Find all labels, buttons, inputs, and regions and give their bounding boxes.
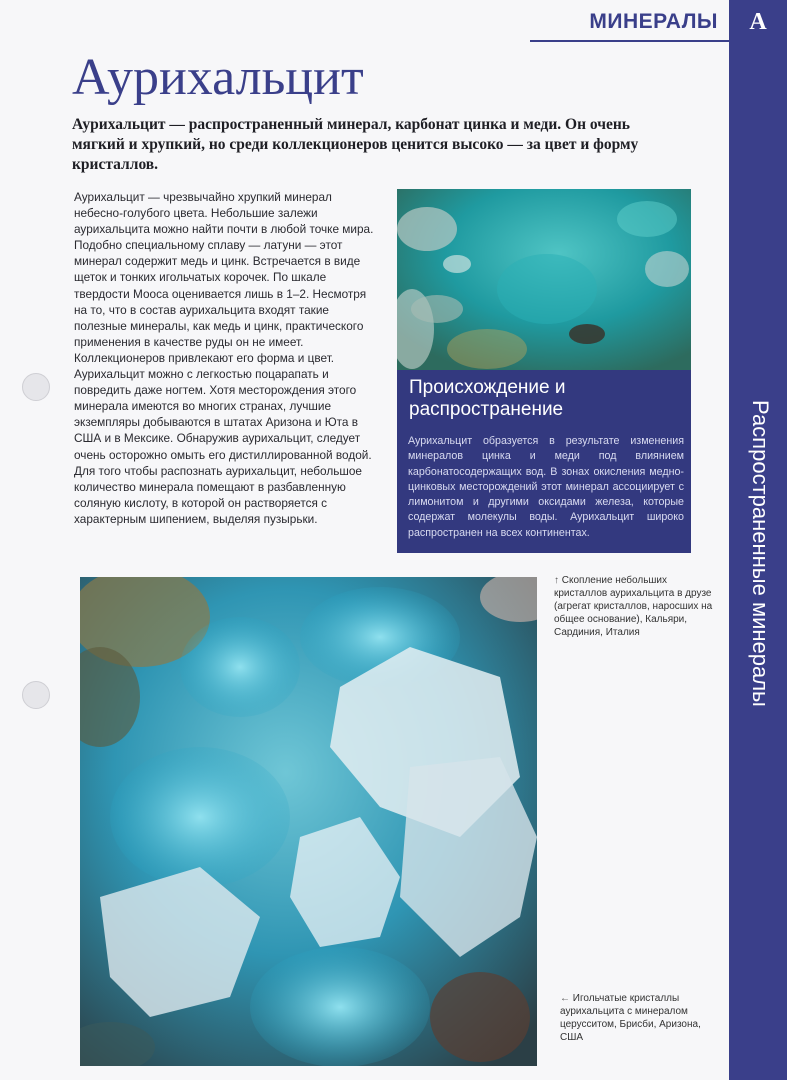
lead-paragraph: Аурихальцит — распространенный минерал, карбонат цинка и меди. Он очень мягкий и хрупкий, но среди коллекционеров ценится высоко — за цвет и форму кристаллов. [72,116,639,173]
divider [530,40,729,42]
mineral-photo-main [80,577,537,1066]
caption-text: Игольчатые кристаллы аурихальцита с минералом церусситом, Брисби, Аризона, США [560,993,701,1043]
section-label: МИНЕРАЛЫ [589,10,718,33]
binder-hole [22,681,50,709]
page-title: Аурихальцит [72,49,364,106]
mineral-photo-top [397,189,691,373]
binder-hole [22,373,50,401]
caption-text: Скопление небольших кристаллов аурихальцита в друзе (агрегат кристаллов, наросших на общее основание), Кальяри, Сардиния, Италия [554,575,713,638]
body-paragraph: Аурихальцит — чрезвычайно хрупкий минерал небесно-голубого цвета. Небольшие залежи аурихальцита можно найти почти в любой точке мира. Подобно специальному сплаву — латуни — этот минерал содержит медь и цинк. Встречается в виде щеток и тонких игольчатых корочек. По шкале твердости Мооса оценивается лишь в 1–2. Несмотря на то, что в состав аурихальцита входят такие полезные минералы, как медь и цинк, практического применения в качестве руды он не имеет. Коллекционеров привлекают его форма и цвет. Аурихальцит можно с легкостью поцарапать и повредить даже ногтем. Хотя месторождения этого минерала имеются во многих странах, лучшие экземпляры добываются в штатах Аризона и Юта в США и в Мексике. Обнаружив аурихальцит, следует очень осторожно омыть его дистиллированной водой. Для того чтобы распознать аурихальцит, небольшое количество минерала помещают в разбавленную соляную кислоту, в которой он растворяется с характерным шипением, выделяя пузырьки. [74,190,374,526]
arrow-left-icon: ← [560,993,573,1004]
info-box-text: Аурихальцит образуется в результате изменения минералов цинка и меди под влиянием карбонатосодержащих вод. В зонах окисления медно-цинковых месторождений этот минерал ассоциирует с лимонитом и другими оксидами железа, которые содержат молекулы воды. Аурихальцит широко распространен на всех континентах. [408,435,684,539]
info-box-title: Происхождение и распространение [409,377,566,420]
index-letter: А [749,9,767,35]
photo-caption-top [554,574,714,639]
photo-caption-bottom [560,992,710,1044]
arrow-up-icon: ↑ [554,575,562,586]
side-title [743,400,777,760]
side-title-text: Распространенные минералы [748,400,773,707]
